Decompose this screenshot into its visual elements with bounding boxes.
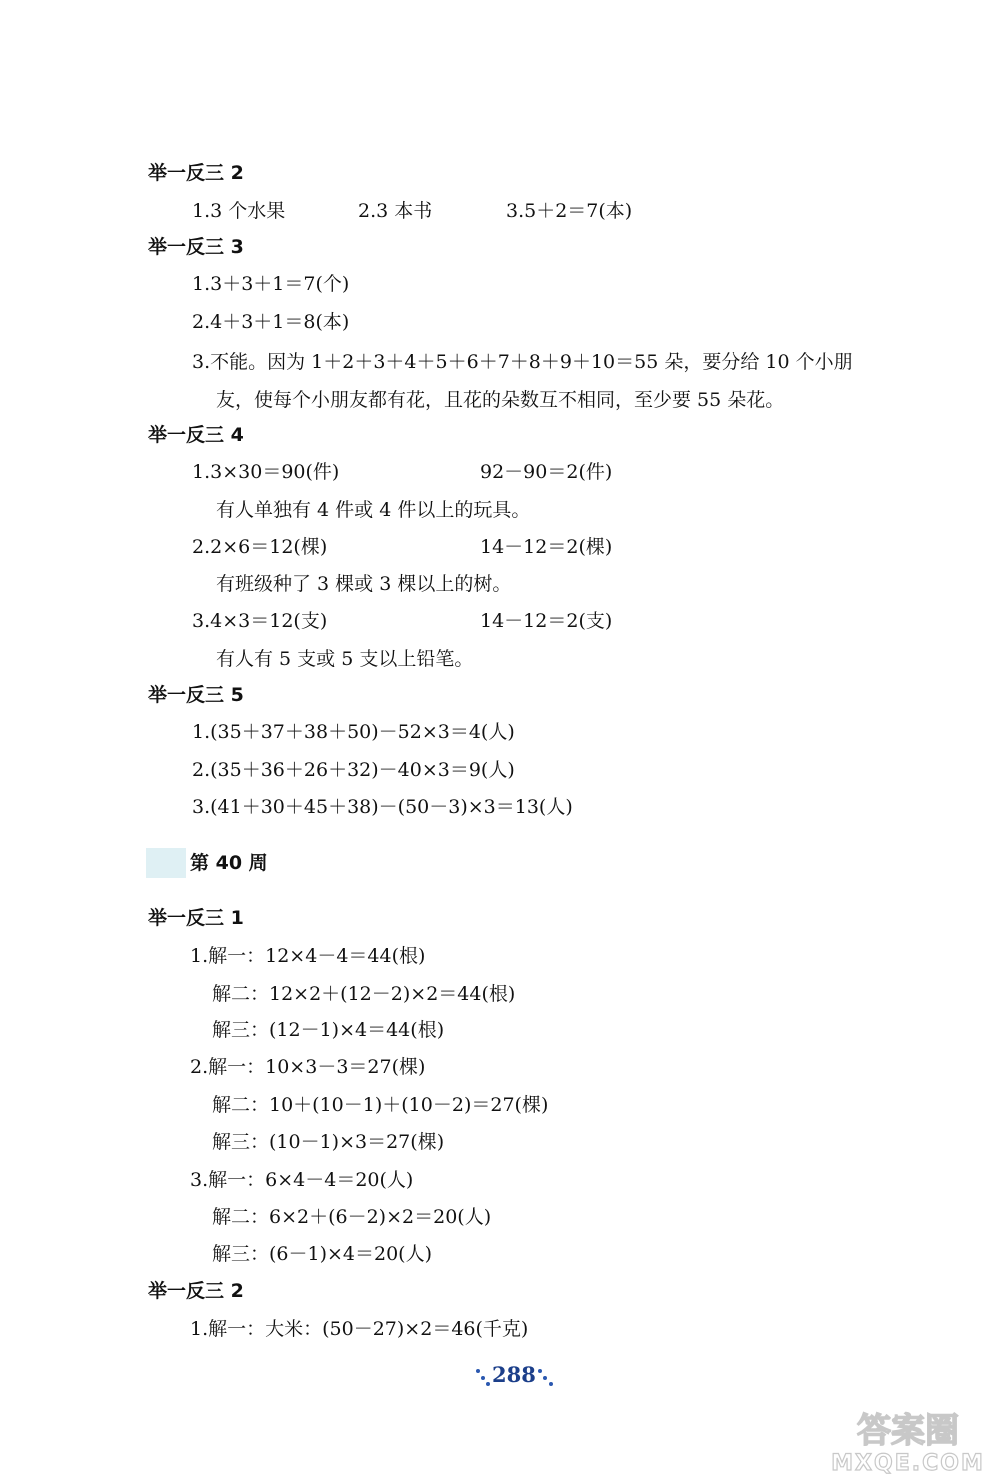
decor-dot bbox=[476, 1369, 480, 1373]
answer-line: 解三：(12－1)×4＝44(根) bbox=[212, 1019, 445, 1041]
answer-line: 1.3×30＝90(件) bbox=[192, 461, 340, 483]
answer-note: 有班级种了 3 棵或 3 棵以上的树。 bbox=[216, 573, 512, 595]
answer-line: 2.2×6＝12(棵) bbox=[192, 536, 328, 558]
answer-row bbox=[192, 199, 692, 223]
answer-line: 92－90＝2(件) bbox=[480, 461, 613, 483]
answer-line: 友，使每个小朋友都有花，且花的朵数互不相同，至少要 55 朵花。 bbox=[216, 389, 785, 411]
answer-line: 3.不能。因为 1＋2＋3＋4＋5＋6＋7＋8＋9＋10＝55 朵，要分给 10 个小朋 bbox=[192, 351, 853, 373]
answer-line: 3.(41＋30＋45＋38)－(50－3)×3＝13(人) bbox=[192, 796, 573, 818]
answer-item: 1.3 个水果 bbox=[192, 200, 286, 222]
answer-line: 14－12＝2(支) bbox=[480, 610, 613, 632]
page-number bbox=[472, 1361, 562, 1391]
watermark-logo bbox=[820, 1408, 996, 1476]
answer-line: 1.解一：12×4－4＝44(根) bbox=[190, 945, 426, 967]
decor-dot bbox=[549, 1382, 553, 1386]
section-heading: 举一反三 2 bbox=[148, 162, 244, 184]
answer-line: 1.解一：大米：(50－27)×2＝46(千克) bbox=[190, 1318, 529, 1340]
answer-line: 3.解一：6×4－4＝20(人) bbox=[190, 1169, 414, 1191]
watermark-glyphs: 答案圈 bbox=[857, 1411, 959, 1451]
answer-line: 解三：(10－1)×3＝27(棵) bbox=[212, 1131, 445, 1153]
decor-dot bbox=[486, 1382, 490, 1386]
answer-line: 1.(35＋37＋38＋50)－52×3＝4(人) bbox=[192, 721, 515, 743]
answer-line: 14－12＝2(棵) bbox=[480, 536, 613, 558]
answer-line: 1.3＋3＋1＝7(个) bbox=[192, 273, 350, 295]
section-heading: 举一反三 5 bbox=[148, 684, 244, 706]
answer-note: 有人单独有 4 件或 4 件以上的玩具。 bbox=[216, 499, 531, 521]
week-header-band bbox=[146, 848, 186, 878]
watermark-text: MXQE.COM bbox=[831, 1451, 985, 1476]
answer-line: 解三：(6－1)×4＝20(人) bbox=[212, 1243, 433, 1265]
decor-dot bbox=[543, 1376, 547, 1380]
answer-item: 2.3 本书 bbox=[358, 200, 433, 222]
answer-line: 3.4×3＝12(支) bbox=[192, 610, 328, 632]
answer-line: 解二：10＋(10－1)＋(10－2)＝27(棵) bbox=[212, 1094, 549, 1116]
answer-line: 2.(35＋36＋26＋32)－40×3＝9(人) bbox=[192, 759, 515, 781]
answer-note: 有人有 5 支或 5 支以上铅笔。 bbox=[216, 648, 474, 670]
decor-dot bbox=[481, 1376, 485, 1380]
answer-line: 2.解一：10×3－3＝27(棵) bbox=[190, 1056, 426, 1078]
decor-dot bbox=[538, 1369, 542, 1373]
section-heading: 举一反三 3 bbox=[148, 236, 244, 258]
section-heading: 举一反三 2 bbox=[148, 1280, 244, 1302]
answer-line: 2.4＋3＋1＝8(本) bbox=[192, 311, 350, 333]
page-number-text: 288 bbox=[492, 1362, 536, 1387]
answer-item: 3.5＋2＝7(本) bbox=[506, 200, 633, 222]
answer-line: 解二：6×2＋(6－2)×2＝20(人) bbox=[212, 1206, 492, 1228]
week-title: 第 40 周 bbox=[190, 852, 268, 874]
section-heading: 举一反三 1 bbox=[148, 907, 244, 929]
answer-line: 解二：12×2＋(12－2)×2＝44(根) bbox=[212, 983, 516, 1005]
section-heading: 举一反三 4 bbox=[148, 424, 244, 446]
